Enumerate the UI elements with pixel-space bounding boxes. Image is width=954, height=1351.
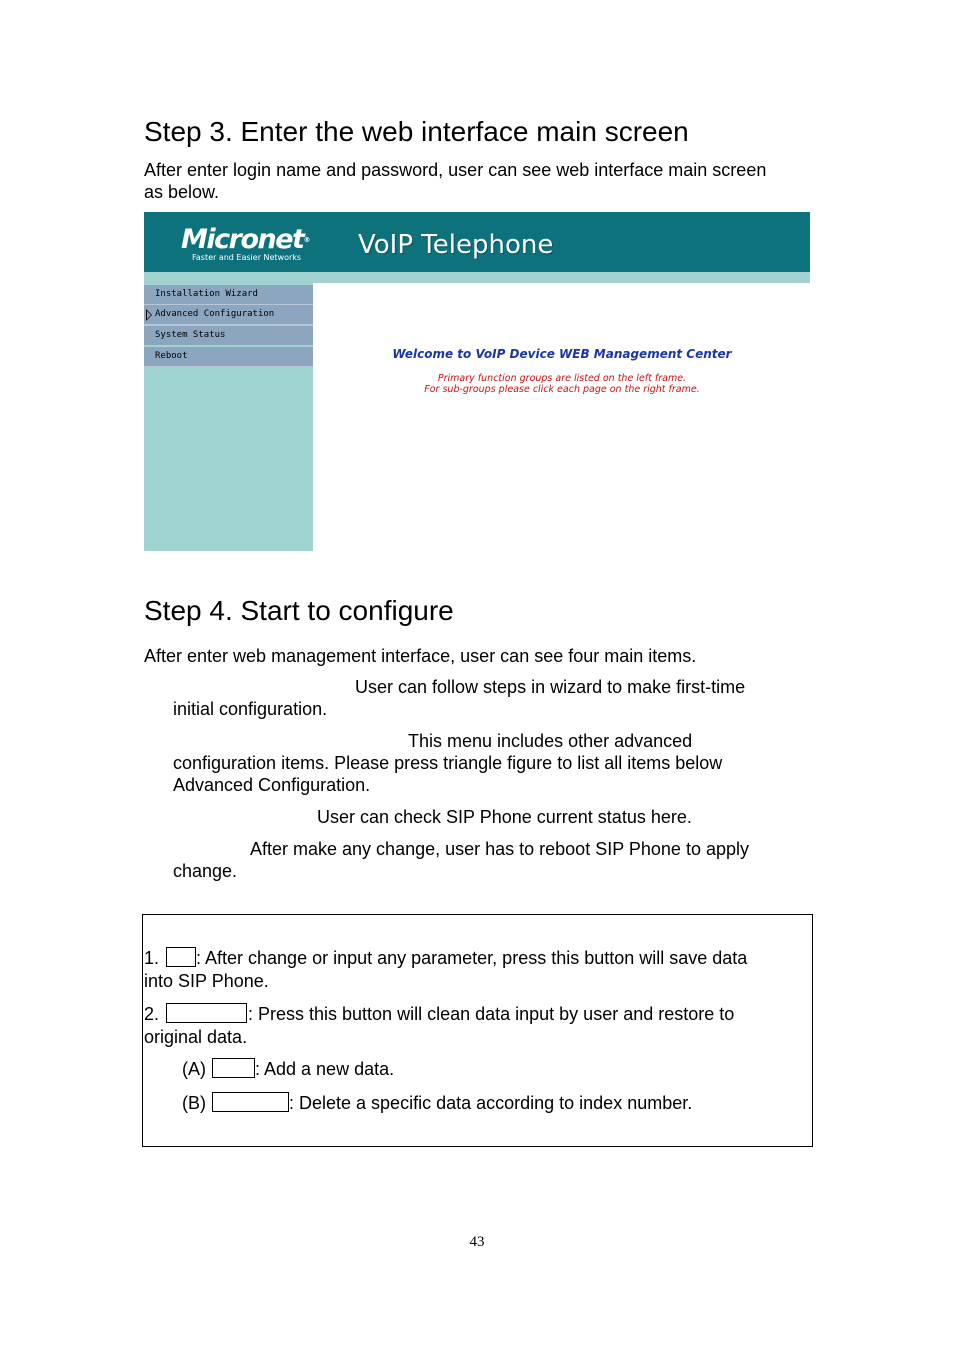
note-a-text: : Add a new data.	[255, 1059, 395, 1079]
welcome-heading: Welcome to VoIP Device WEB Management Center	[392, 347, 732, 361]
note1-line2: into SIP Phone.	[144, 971, 269, 991]
logo-tagline: Faster and Easier Networks	[192, 253, 302, 262]
menu-item-reboot[interactable]	[144, 347, 313, 367]
note2-line2: original data.	[144, 1027, 248, 1047]
item3-line1: User can check SIP Phone current status here.	[317, 807, 692, 827]
note-b-text: : Delete a specific data according to index number.	[289, 1093, 693, 1113]
logo-text: Micronet	[181, 224, 304, 255]
item4-line1: After make any change, user has to reboot SIP Phone to apply	[250, 839, 749, 859]
app-header	[144, 212, 810, 272]
item1-line2: initial configuration.	[173, 699, 328, 719]
step3-text-line1: After enter login name and password, user can see web interface main screen	[144, 160, 767, 180]
welcome-subtext-2: For sub-groups please click each page on the right frame.	[424, 384, 700, 395]
note-a-prefix: (A)	[182, 1059, 206, 1079]
item2-line1: This menu includes other advanced	[408, 731, 693, 751]
menu-item-advanced-configuration[interactable]	[144, 305, 313, 325]
note2-prefix: 2.	[144, 1004, 160, 1024]
page-number: 43	[469, 1234, 485, 1250]
add-button-placeholder	[212, 1058, 255, 1078]
note1-line1: : After change or input any parameter, press this button will save data	[196, 948, 748, 968]
menu-item-label: Advanced Configuration	[155, 309, 275, 319]
step3-text-line2: as below.	[144, 182, 220, 202]
reset-button-placeholder	[166, 1003, 247, 1023]
step4-intro: After enter web management interface, user can see four main items.	[144, 646, 697, 666]
logo-registered-mark: ®	[303, 236, 311, 244]
app-title: VoIP Telephone	[358, 230, 554, 260]
note-b-prefix: (B)	[182, 1093, 206, 1113]
header-stripe	[144, 272, 810, 283]
delete-button-placeholder	[212, 1092, 289, 1112]
note2-line1: : Press this button will clean data input by user and restore to	[248, 1004, 735, 1024]
expand-triangle-icon[interactable]	[146, 309, 152, 321]
menu-item-label: Installation Wizard	[155, 289, 258, 299]
micronet-logo	[181, 226, 310, 254]
sidebar	[144, 283, 313, 551]
step3-heading: Step 3. Enter the web interface main screen	[144, 116, 689, 147]
welcome-subtext-1: Primary function groups are listed on the left frame.	[437, 373, 687, 384]
menu-item-label: Reboot	[155, 351, 188, 361]
menu-item-label: System Status	[155, 330, 226, 340]
step4-heading: Step 4. Start to configure	[144, 595, 454, 626]
web-interface-screenshot	[144, 212, 810, 551]
menu-item-installation-wizard[interactable]	[144, 285, 313, 305]
menu-item-system-status[interactable]	[144, 326, 313, 346]
item4-line2: change.	[173, 861, 238, 881]
item2-line2: configuration items. Please press triangle figure to list all items below	[173, 753, 723, 773]
item1-line1: User can follow steps in wizard to make first-time	[355, 677, 746, 697]
apply-button-placeholder	[166, 947, 196, 967]
note1-prefix: 1.	[144, 948, 160, 968]
item2-line3: Advanced Configuration.	[173, 775, 371, 795]
